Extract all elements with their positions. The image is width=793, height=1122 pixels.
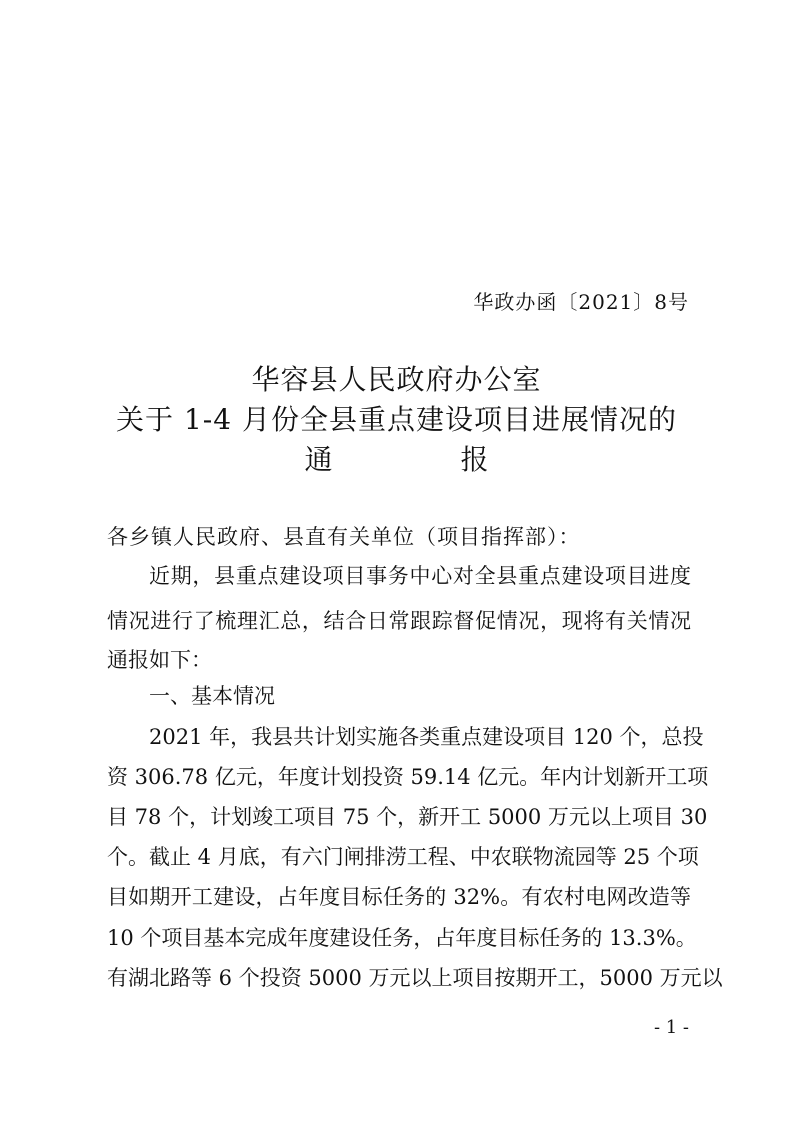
- title-line-3: [0, 438, 793, 478]
- page-number: - 1 -: [653, 1017, 689, 1038]
- title-line-2: 关于 1-4 月份全县重点建设项目进展情况的: [116, 403, 677, 436]
- body-line: 2021 年，我县共计划实施各类重点建设项目 120 个，总投: [149, 725, 704, 749]
- body-line: 情况进行了梳理汇总，结合日常跟踪督促情况，现将有关情况: [107, 609, 691, 633]
- body-line: 个。截止 4 月底，有六门闸排涝工程、中农联物流园等 25 个项: [107, 845, 699, 869]
- body-line: 通报如下：: [107, 648, 212, 672]
- salutation: 各乡镇人民政府、县直有关单位（项目指挥部）：: [107, 525, 581, 549]
- title-char-bao: 报: [460, 443, 489, 476]
- body-line: 资 306.78 亿元，年度计划投资 59.14 亿元。年内计划新开工项: [107, 765, 709, 789]
- body-line: 有湖北路等 6 个投资 5000 万元以上项目按期开工，5000 万元以: [107, 966, 723, 990]
- title-line-1: 华容县人民政府办公室: [251, 363, 542, 396]
- body-line: 10 个项目基本完成年度建设任务，占年度目标任务的 13.3%。: [107, 926, 697, 950]
- body-line: 目 78 个，计划竣工项目 75 个，新开工 5000 万元以上项目 30: [107, 805, 708, 829]
- title-char-tong: 通: [304, 443, 333, 476]
- section-heading: 一、基本情况: [149, 684, 275, 708]
- body-line: 目如期开工建设，占年度目标任务的 32%。有农村电网改造等: [107, 885, 691, 909]
- document-number: 华政办函〔2021〕8号: [473, 290, 689, 314]
- body-line: 近期，县重点建设项目事务中心对全县重点建设项目进度: [149, 564, 691, 588]
